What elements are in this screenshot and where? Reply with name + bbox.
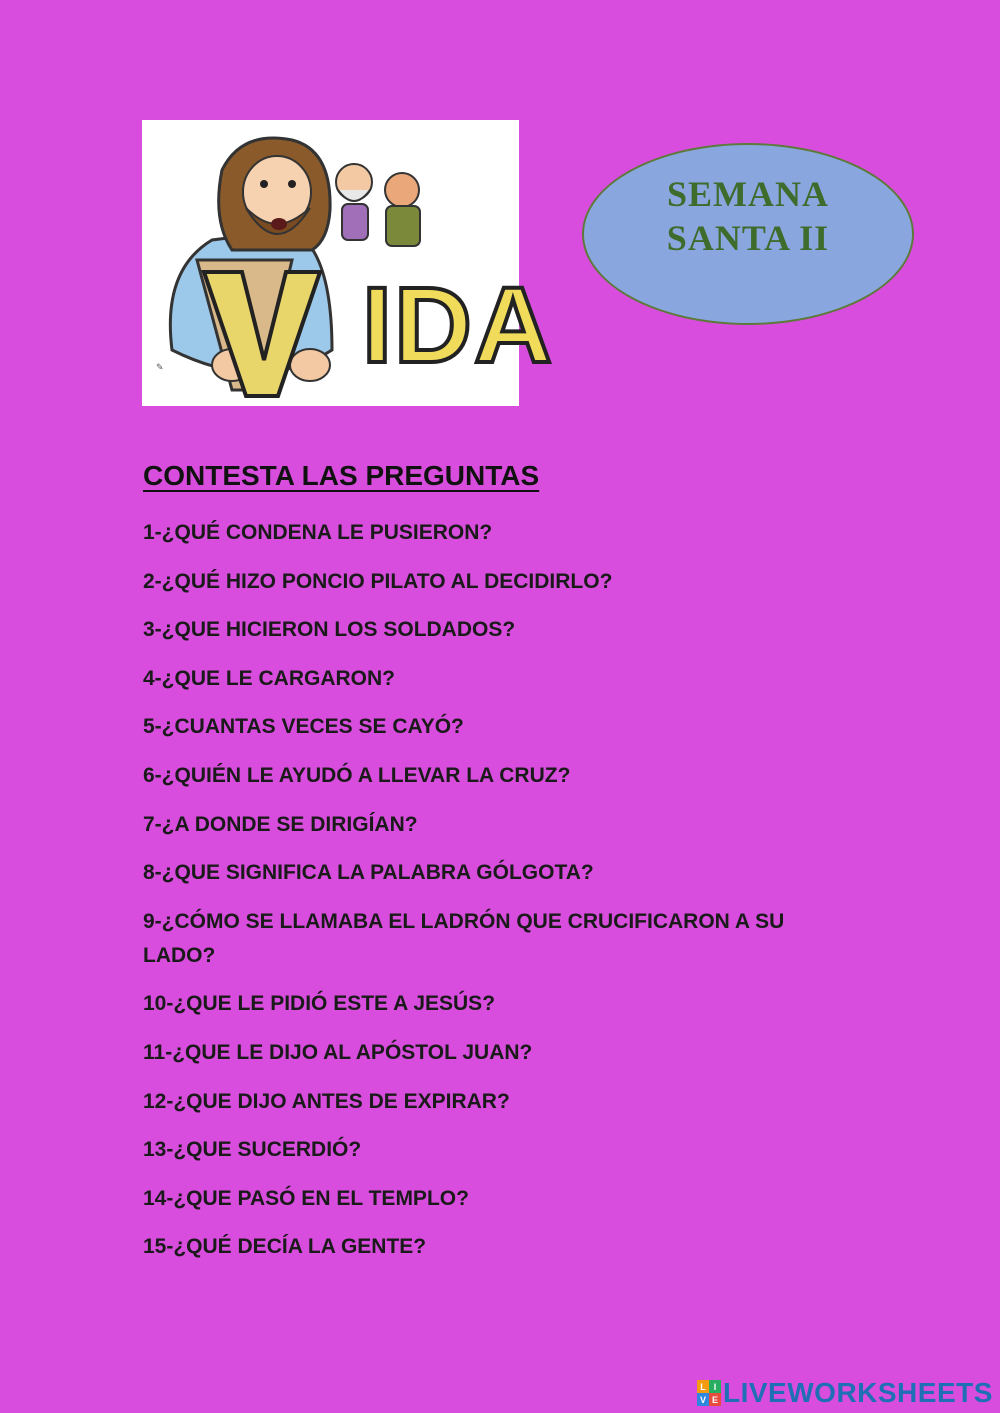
liveworksheets-brand[interactable]	[697, 1377, 993, 1409]
logo-letter-l: L	[697, 1380, 709, 1393]
question-item: 4-¿QUE LE CARGARON?	[143, 666, 395, 690]
title-line-2: SANTA II	[666, 218, 830, 258]
question-item: 7-¿A DONDE SE DIRIGÍAN?	[143, 812, 418, 836]
signature-mark: ✎	[156, 362, 164, 372]
question-item: 9-¿CÓMO SE LLAMABA EL LADRÓN QUE CRUCIFICARON A SU LADO?	[143, 909, 785, 967]
question-item: 13-¿QUE SUCERDIÓ?	[143, 1138, 362, 1162]
logo-letter-v: V	[697, 1393, 709, 1406]
jesus-vida-illustration	[142, 120, 554, 406]
question-item: 3-¿QUE HICIERON LOS SOLDADOS?	[143, 618, 516, 642]
question-item: 2-¿QUÉ HIZO PONCIO PILATO AL DECIDIRLO?	[143, 569, 613, 593]
logo-letter-i: I	[709, 1380, 721, 1393]
brand-name: LIVEWORKSHEETS	[723, 1377, 993, 1408]
question-item: 1-¿QUÉ CONDENA LE PUSIERON?	[143, 521, 493, 544]
question-item: 12-¿QUE DIJO ANTES DE EXPIRAR?	[143, 1089, 510, 1113]
title-oval	[582, 143, 914, 325]
vida-word: IDA	[362, 264, 554, 385]
question-item: 11-¿QUE LE DIJO AL APÓSTOL JUAN?	[143, 1040, 533, 1064]
question-item: 5-¿CUANTAS VECES SE CAYÓ?	[143, 715, 464, 739]
liveworksheets-logo-icon	[697, 1380, 721, 1406]
jesus-vida-drawing	[142, 120, 554, 406]
logo-letter-e: E	[709, 1393, 721, 1406]
question-list	[143, 516, 843, 1279]
question-item: 14-¿QUE PASÓ EN EL TEMPLO?	[143, 1186, 469, 1210]
question-item: 8-¿QUE SIGNIFICA LA PALABRA GÓLGOTA?	[143, 861, 594, 885]
question-item: 10-¿QUE LE PIDIÓ ESTE A JESÚS?	[143, 992, 496, 1016]
instructions-heading: CONTESTA LAS PREGUNTAS	[143, 460, 540, 491]
question-item: 6-¿QUIÉN LE AYUDÓ A LLEVAR LA CRUZ?	[143, 763, 571, 787]
title-line-1: SEMANA	[666, 174, 829, 214]
question-item: 15-¿QUÉ DECÍA LA GENTE?	[143, 1235, 427, 1259]
